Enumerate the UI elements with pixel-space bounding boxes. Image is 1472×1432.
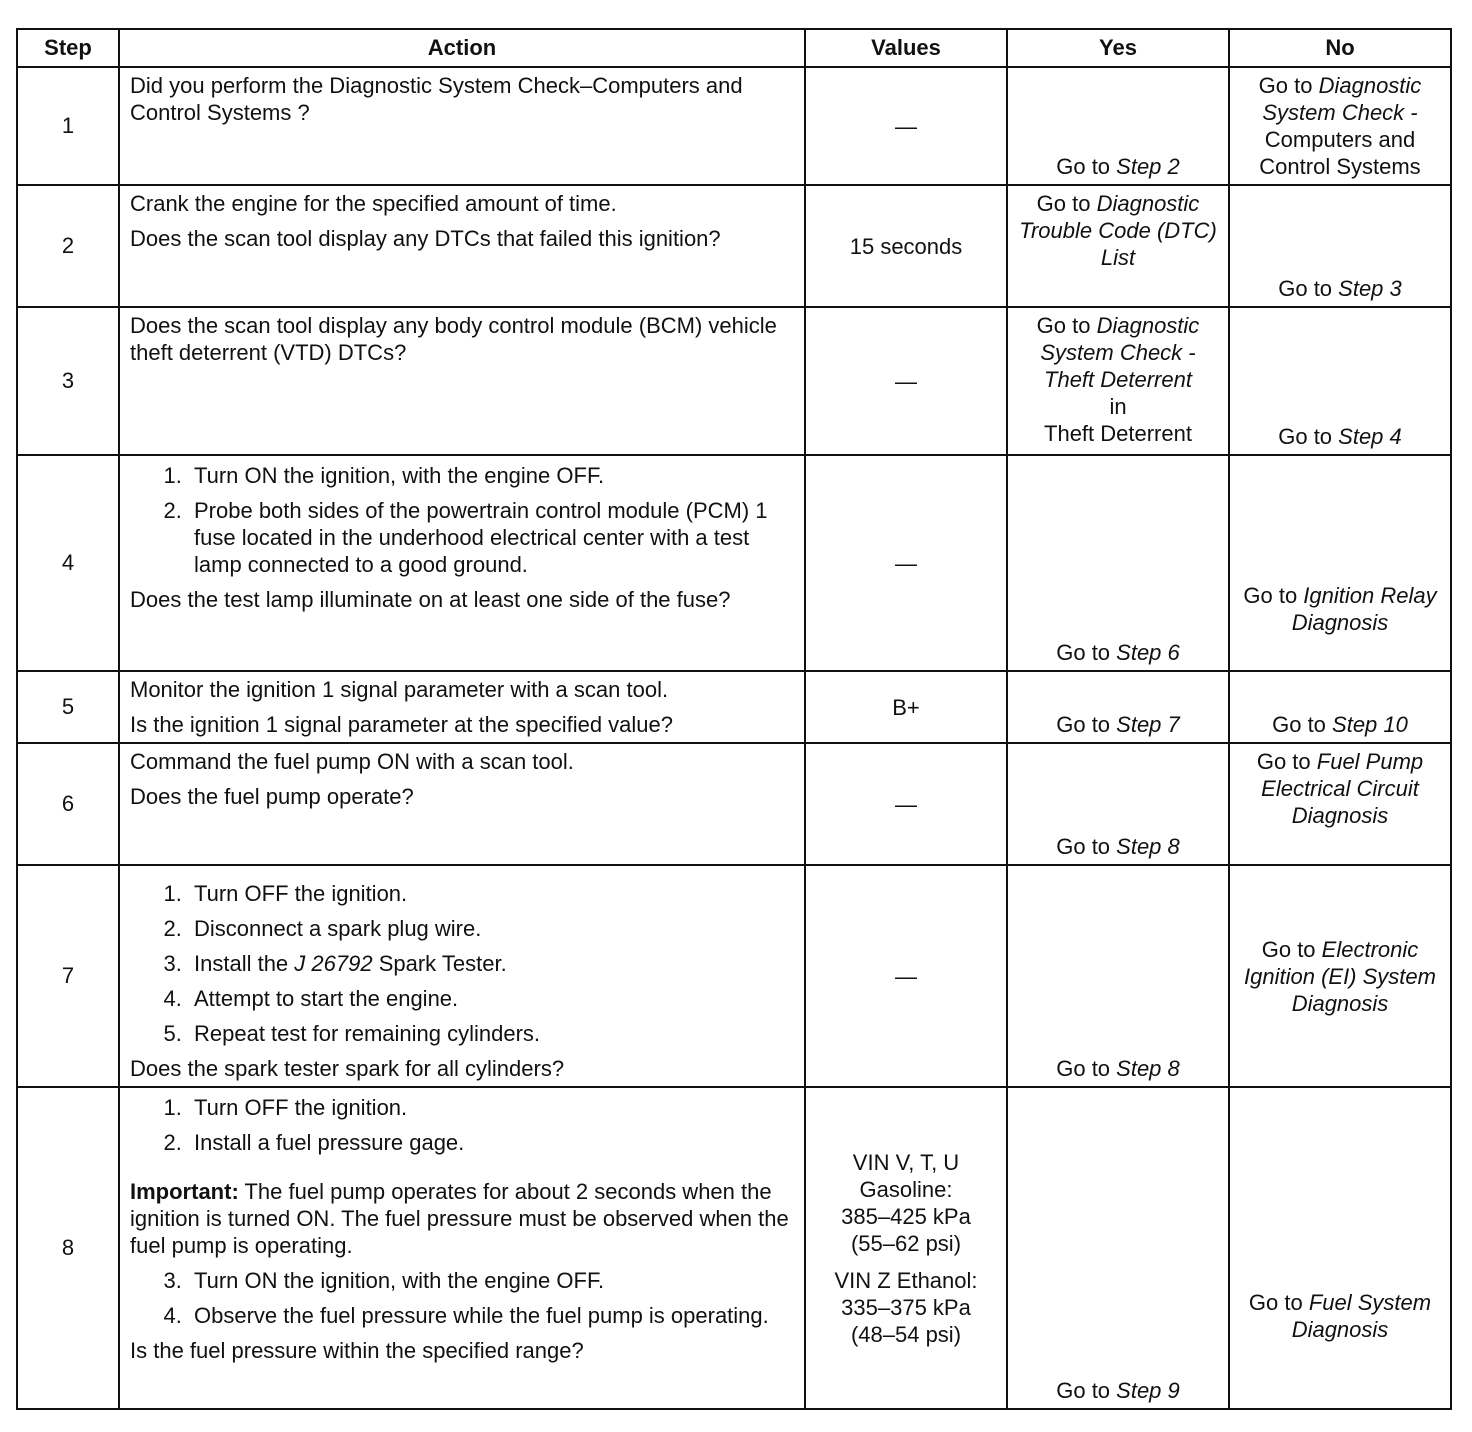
header-yes: Yes [1007, 29, 1229, 67]
substep: 5. Repeat test for remaining cylinders. [188, 1020, 796, 1047]
value-cell [805, 1087, 1007, 1409]
value-line: Gasoline: [859, 1176, 953, 1202]
step-number: 1 [17, 67, 119, 185]
important-text: The fuel pump operates for about 2 seconds when the ignition is turned ON. The fuel pressure must be observed when the fuel pump is operating. [130, 1179, 789, 1258]
substep-list [130, 1094, 796, 1156]
substep: 4. Attempt to start the engine. [188, 985, 796, 1012]
value-line: 385–425 kPa [841, 1203, 971, 1229]
yes-link[interactable]: Diagnostic System Check - Theft Deterrent [1040, 313, 1200, 392]
table-row [17, 671, 1451, 743]
action-text: Monitor the ignition 1 signal parameter with a scan tool. [130, 677, 669, 702]
yes-cell[interactable] [1007, 1087, 1229, 1409]
action-cell [119, 1087, 805, 1409]
substep: 2. Disconnect a spark plug wire. [188, 915, 796, 942]
tool-number: J 26792 [294, 951, 373, 976]
table-row [17, 67, 1451, 185]
yes-link[interactable]: Step 8 [1116, 834, 1180, 859]
value-cell: — [805, 67, 1007, 185]
no-link[interactable]: Electronic Ignition (EI) System Diagnosis [1244, 936, 1436, 1016]
no-cell[interactable] [1229, 455, 1451, 671]
diagnostic-table [16, 28, 1452, 1410]
substep: 1. Turn OFF the ignition. [188, 880, 796, 907]
yes-prefix: Go to [1056, 712, 1117, 737]
yes-cell[interactable] [1007, 67, 1229, 185]
action-cell [119, 865, 805, 1087]
action-cell [119, 671, 805, 743]
action-text: Command the fuel pump ON with a scan tool. [130, 749, 574, 774]
substep-text: Install the [194, 951, 295, 976]
action-question: Does the scan tool display any DTCs that failed this ignition? [130, 226, 721, 251]
yes-link[interactable]: Step 9 [1116, 1378, 1180, 1403]
step-number: 4 [17, 455, 119, 671]
no-prefix: Go to [1261, 936, 1322, 962]
yes-cell[interactable] [1007, 671, 1229, 743]
yes-link[interactable]: Diagnostic Trouble Code (DTC) List [1019, 191, 1217, 270]
substep: 2. Probe both sides of the powertrain control module (PCM) 1 fuse located in the underhood electrical center with a test lamp connected to a good ground. [188, 497, 796, 578]
no-cell[interactable] [1229, 743, 1451, 865]
action-question: Is the fuel pressure within the specified range? [130, 1338, 584, 1363]
action-cell [119, 743, 805, 865]
substep-list [130, 880, 796, 1047]
header-no: No [1229, 29, 1451, 67]
yes-in: in [1109, 394, 1127, 419]
value-cell: — [805, 865, 1007, 1087]
action-cell [119, 67, 805, 185]
action-question: Does the fuel pump operate? [130, 784, 414, 809]
yes-prefix: Go to [1056, 640, 1117, 665]
yes-prefix: Go to [1056, 834, 1117, 859]
value-line: (48–54 psi) [850, 1321, 962, 1347]
no-cell[interactable] [1229, 671, 1451, 743]
table-row [17, 307, 1451, 455]
no-cell[interactable] [1229, 67, 1451, 185]
no-link[interactable]: Step 10 [1332, 712, 1408, 737]
yes-cell[interactable] [1007, 185, 1229, 307]
value-line: VIN Z Ethanol: [834, 1267, 978, 1293]
header-values: Values [805, 29, 1007, 67]
table-row [17, 1087, 1451, 1409]
substep: 1. Turn OFF the ignition. [188, 1094, 796, 1121]
step-number: 7 [17, 865, 119, 1087]
no-cell[interactable] [1229, 185, 1451, 307]
substep: 4. Observe the fuel pressure while the fuel pump is operating. [188, 1302, 796, 1329]
action-cell [119, 185, 805, 307]
table-row [17, 743, 1451, 865]
value-line: 335–375 kPa [841, 1294, 971, 1320]
no-suffix: Computers and Control Systems [1259, 127, 1421, 179]
no-prefix: Go to [1278, 276, 1339, 301]
no-prefix: Go to [1272, 712, 1333, 737]
table-row [17, 455, 1451, 671]
yes-prefix: Go to [1056, 154, 1117, 179]
step-number: 6 [17, 743, 119, 865]
substep-list [130, 1267, 796, 1329]
no-link[interactable]: Ignition Relay Diagnosis [1291, 583, 1437, 635]
action-cell [119, 307, 805, 455]
value-cell: — [805, 307, 1007, 455]
value-cell: 15 seconds [805, 185, 1007, 307]
step-number: 2 [17, 185, 119, 307]
yes-link[interactable]: Step 7 [1116, 712, 1180, 737]
no-prefix: Go to [1278, 424, 1339, 449]
important-note [130, 1178, 796, 1259]
no-cell[interactable] [1229, 1087, 1451, 1409]
action-question: Does the spark tester spark for all cylinders? [130, 1056, 565, 1081]
yes-suffix: Theft Deterrent [1044, 421, 1192, 446]
no-prefix: Go to [1248, 1290, 1309, 1315]
no-link[interactable]: Fuel System Diagnosis [1291, 1290, 1432, 1342]
yes-link[interactable]: Step 6 [1116, 640, 1180, 665]
no-prefix: Go to [1243, 583, 1304, 608]
table-row [17, 865, 1451, 1087]
value-line: (55–62 psi) [850, 1230, 962, 1256]
step-number: 8 [17, 1087, 119, 1409]
yes-cell[interactable] [1007, 307, 1229, 455]
substep-list [130, 462, 796, 578]
no-prefix: Go to [1258, 73, 1319, 98]
no-prefix: Go to [1256, 749, 1317, 774]
table-row [17, 185, 1451, 307]
header-step: Step [17, 29, 119, 67]
no-link[interactable]: Step 3 [1338, 276, 1402, 301]
yes-prefix: Go to [1056, 1378, 1117, 1403]
yes-prefix: Go to [1036, 191, 1097, 216]
no-cell[interactable] [1229, 307, 1451, 455]
substep: 2. Install a fuel pressure gage. [188, 1129, 796, 1156]
no-link[interactable]: Step 4 [1338, 424, 1402, 449]
action-cell [119, 455, 805, 671]
yes-cell[interactable] [1007, 743, 1229, 865]
no-cell[interactable] [1229, 865, 1451, 1087]
action-question: Does the scan tool display any body control module (BCM) vehicle theft deterrent (VTD) DTCs? [130, 313, 777, 365]
action-question: Does the test lamp illuminate on at least one side of the fuse? [130, 587, 731, 612]
substep: 1. Turn ON the ignition, with the engine OFF. [188, 462, 796, 489]
substep: 3. Turn ON the ignition, with the engine OFF. [188, 1267, 796, 1294]
value-cell: — [805, 455, 1007, 671]
value-cell: — [805, 743, 1007, 865]
yes-cell[interactable] [1007, 865, 1229, 1087]
header-row [17, 29, 1451, 67]
yes-prefix: Go to [1056, 1056, 1117, 1081]
yes-link[interactable]: Step 8 [1116, 1056, 1180, 1081]
action-question: Is the ignition 1 signal parameter at the specified value? [130, 712, 673, 737]
substep [188, 950, 796, 977]
no-link[interactable]: Diagnostic System Check - [1262, 73, 1422, 125]
action-text: Did you perform the Diagnostic System Check–Computers and Control Systems ? [130, 73, 743, 125]
header-action: Action [119, 29, 805, 67]
step-number: 3 [17, 307, 119, 455]
value-cell: B+ [805, 671, 1007, 743]
important-label: Important: [130, 1179, 239, 1204]
yes-link[interactable]: Step 2 [1116, 154, 1180, 179]
value-line: VIN V, T, U [852, 1149, 960, 1175]
no-link[interactable]: Fuel Pump Electrical Circuit Diagnosis [1261, 749, 1424, 828]
action-text: Crank the engine for the specified amount of time. [130, 191, 617, 216]
yes-cell[interactable] [1007, 455, 1229, 671]
yes-prefix: Go to [1036, 313, 1097, 338]
substep-text: Spark Tester. [372, 951, 507, 976]
step-number: 5 [17, 671, 119, 743]
